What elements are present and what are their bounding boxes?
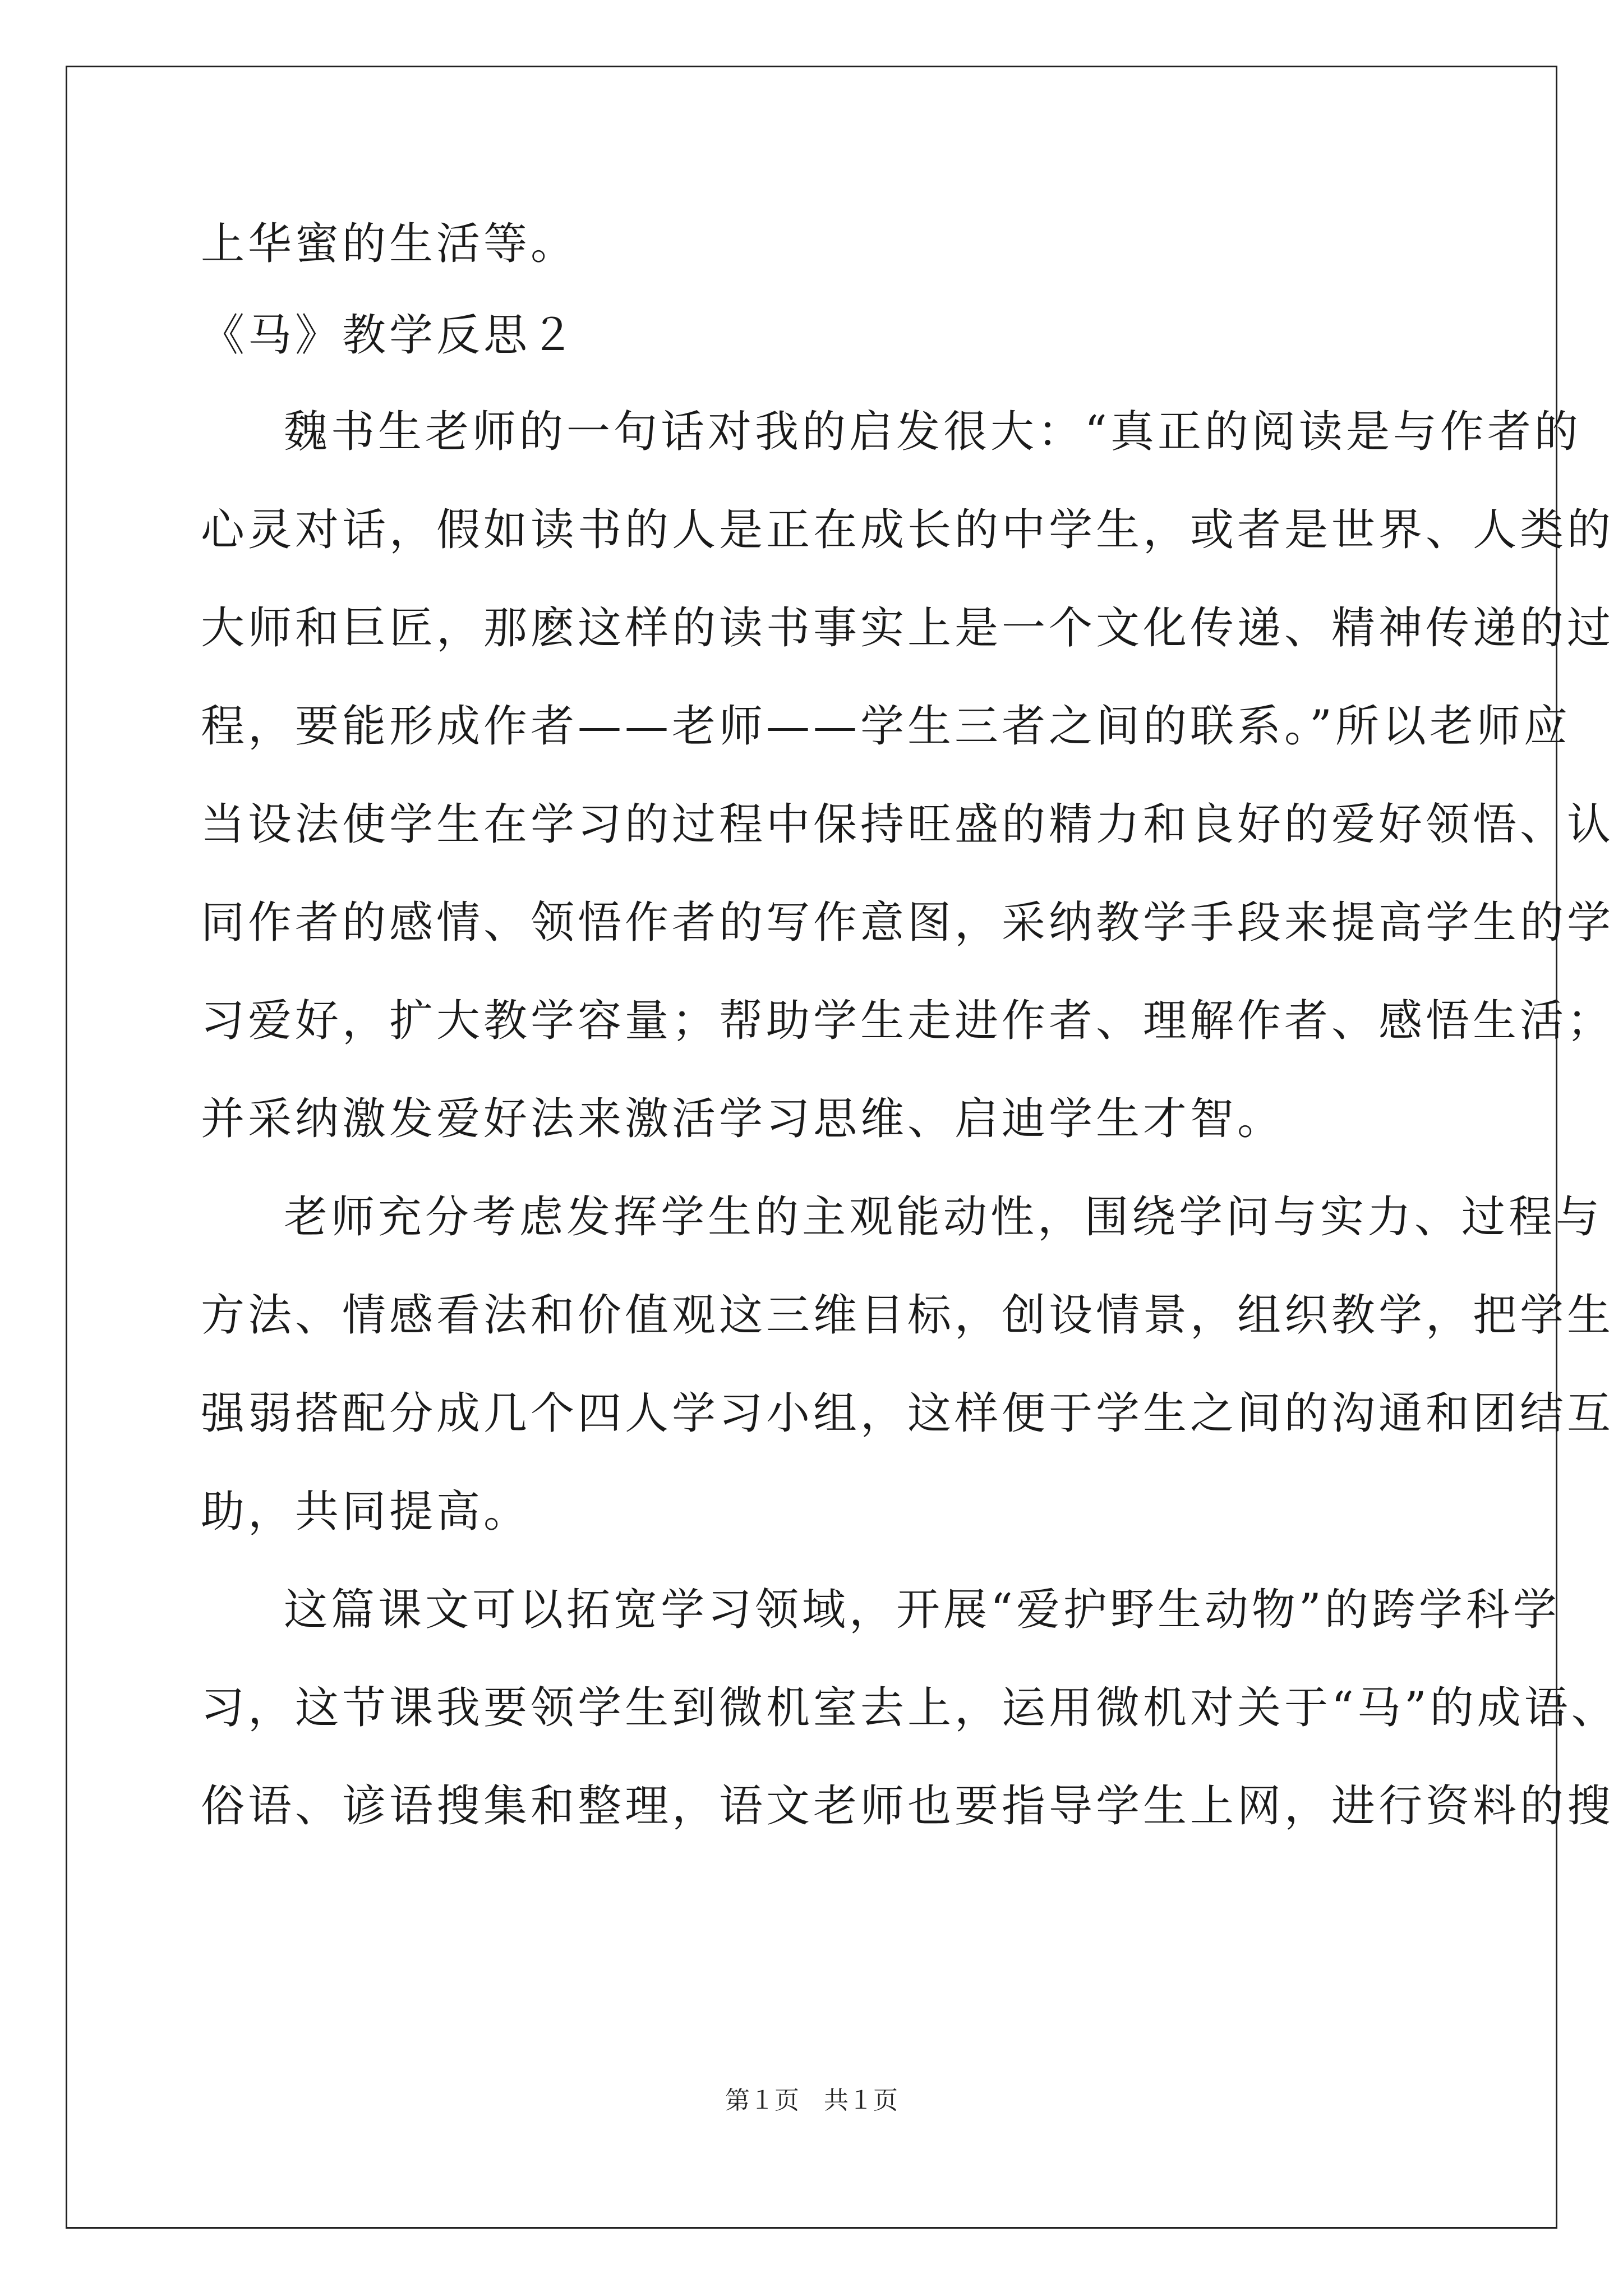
text-line: 上华蜜的生活等。 bbox=[201, 219, 578, 269]
text-line: 魏书生老师的一句话对我的启发很大：“真正的阅读是与作者的 bbox=[284, 407, 1581, 457]
text-line: 助，共同提高。 bbox=[201, 1487, 531, 1537]
text-line: 习爱好，扩大教学容量；帮助学生走进作者、理解作者、感悟生活； bbox=[201, 996, 1615, 1046]
text-line: 俗语、谚语搜集和整理，语文老师也要指导学生上网，进行资料的搜 bbox=[201, 1781, 1615, 1832]
text-line: 心灵对话，假如读书的人是正在成长的中学生，或者是世界、人类的 bbox=[201, 505, 1615, 555]
section-heading: 《马》教学反思２ bbox=[201, 310, 578, 361]
text-line: 这篇课文可以拓宽学习领域，开展“爱护野生动物”的跨学科学 bbox=[284, 1585, 1560, 1635]
text-line: 同作者的感情、领悟作者的写作意图，采纳教学手段来提高学生的学 bbox=[201, 898, 1615, 948]
text-line: 方法、情感看法和价值观这三维目标，创设情景，组织教学，把学生 bbox=[201, 1290, 1615, 1341]
page-footer: 第１页 共１页 bbox=[725, 2087, 898, 2114]
text-line: 强弱搭配分成几个四人学习小组，这样便于学生之间的沟通和团结互 bbox=[201, 1388, 1615, 1439]
text-line: 习，这节课我要领学生到微机室去上，运用微机对关于“马”的成语、 bbox=[201, 1683, 1619, 1733]
text-line: 大师和巨匠，那麽这样的读书事实上是一个文化传递、精神传递的过 bbox=[201, 603, 1615, 654]
text-line: 老师充分考虑发挥学生的主观能动性，围绕学问与实力、过程与 bbox=[284, 1192, 1603, 1243]
text-line: 程，要能形成作者——老师——学生三者之间的联系。”所以老师应 bbox=[201, 701, 1571, 752]
text-line: 并采纳激发爱好法来激活学习思维、启迪学生才智。 bbox=[201, 1094, 1285, 1144]
text-line: 当设法使学生在学习的过程中保持旺盛的精力和良好的爱好领悟、认 bbox=[201, 799, 1615, 850]
